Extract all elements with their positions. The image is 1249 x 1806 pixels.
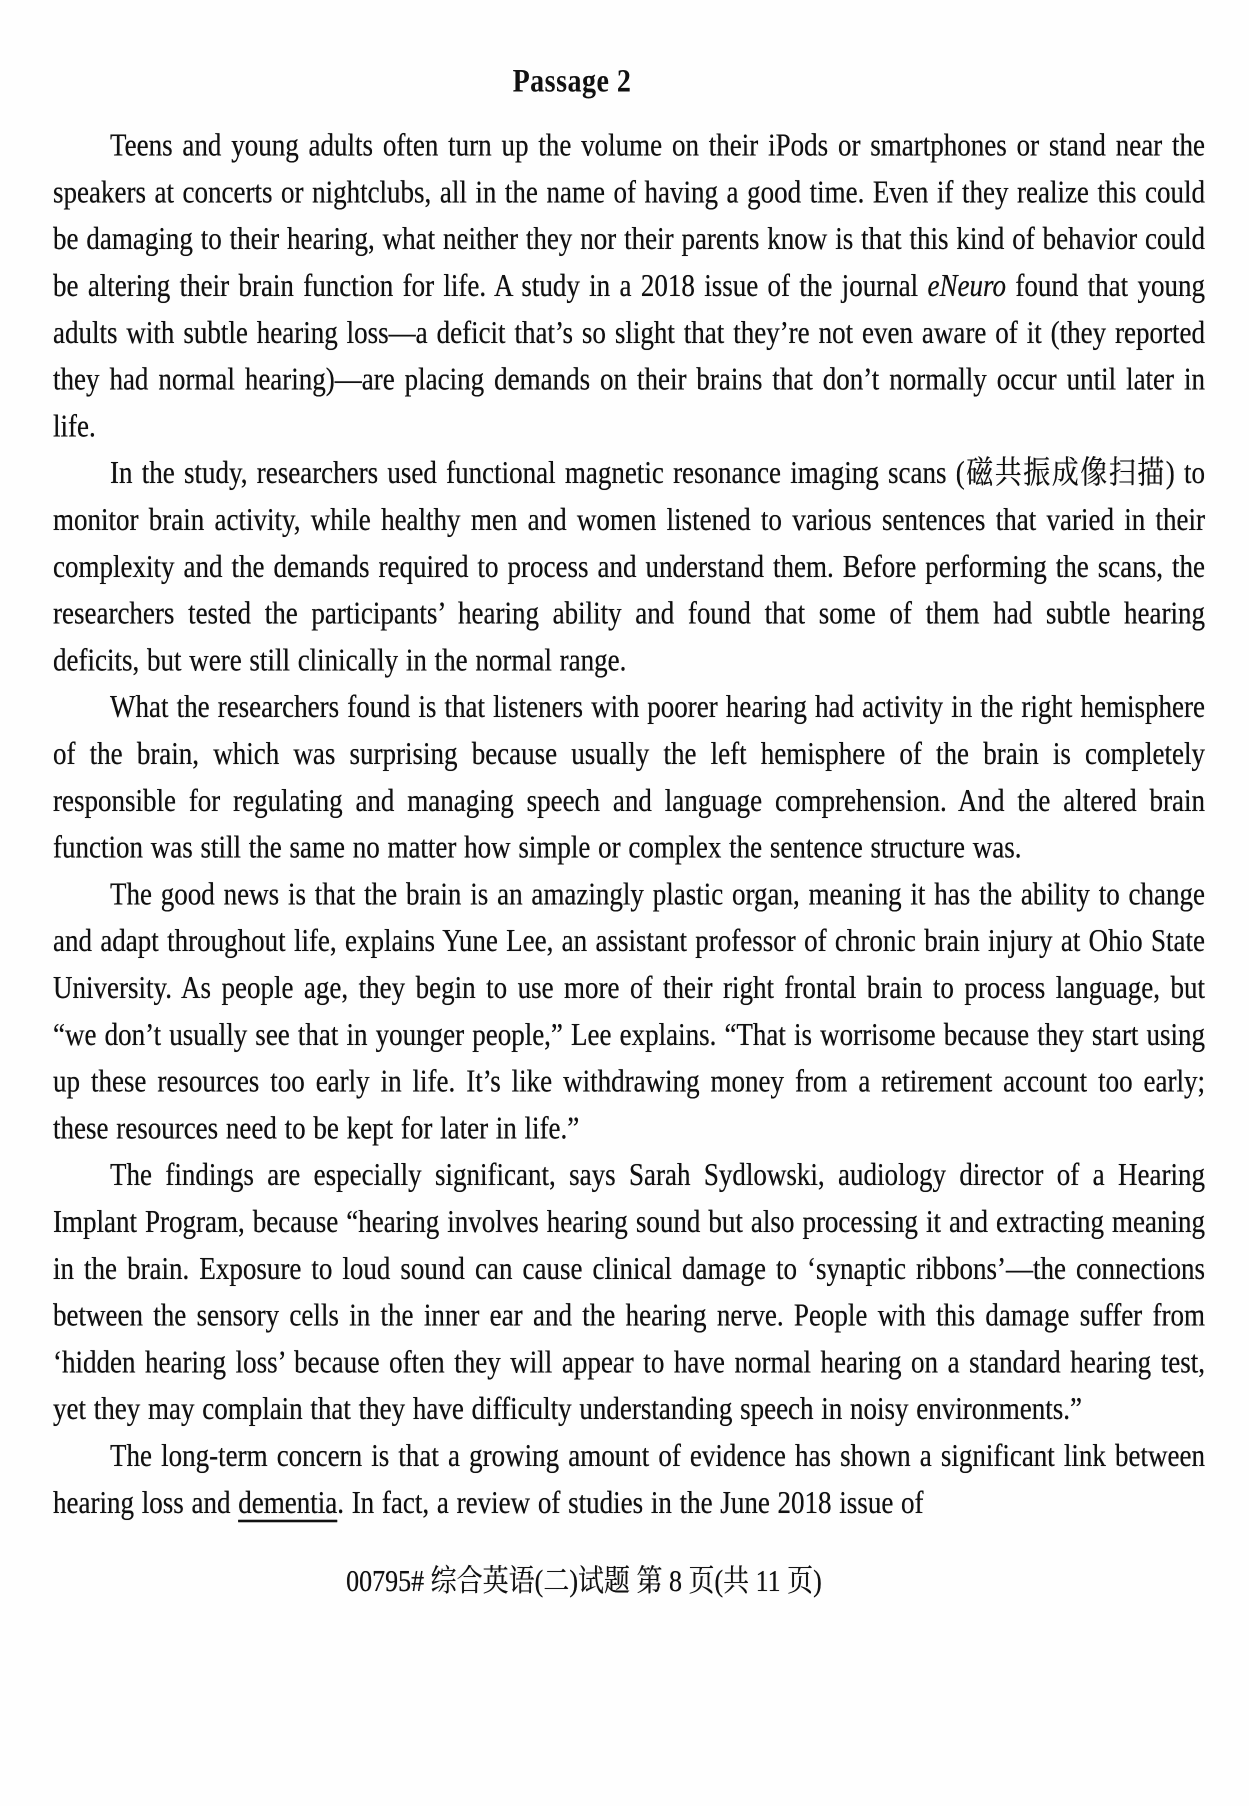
text-run: found that young adults with subtle hearing loss—a deficit that’s so slight that they’re not even aware of it (they reported they had normal hearing)—are placing demands on their brains that don’t normally occur until later in life. [53,267,1205,444]
paragraph-4 [53,870,1205,1151]
paragraph-2 [53,449,1205,683]
underlined-term-dementia: dementia [238,1484,338,1520]
page-footer: 00795# 综合英语(二)试题 第 8 页(共 11 页) [346,1564,822,1599]
text-run: What the researchers found is that listeners with poorer hearing had activity in the right hemisphere of the brain, which was surprising because usually the left hemisphere of the brain is completely responsible for regulating and managing speech and language comprehension. And the altered brain function was still the same no matter how simple or complex the sentence structure was. [53,689,1205,865]
italic-journal-name: eNeuro [927,267,1006,304]
text-run: The good news is that the brain is an amazingly plastic organ, meaning it has the ability to change and adapt throughout life, explains Yune Lee, an assistant professor of chronic brain injury at Ohio State University. As people age, they begin to use more of their right frontal brain to process language, but “we don’t usually see that in younger people,” Lee explains. “That is worrisome because they start using up these resources too early in life. It’s like withdrawing money from a retirement account too early; these resources need to be kept for later in life.” [53,876,1205,1146]
text-run: The long-term concern is that a growing amount of evidence has shown a significant link between hearing loss and [53,1437,1205,1520]
text-run: . In fact, a review of studies in the June 2018 issue of [337,1484,924,1520]
paragraph-5 [53,1151,1205,1432]
text-run: Teens and young adults often turn up the volume on their iPods or smartphones or stand near the speakers at concerts or nightclubs, all in the name of having a good time. Even if they realize this could be damaging to their hearing, what neither they nor their parents know is that this kind of behavior could be altering their brain function for life. A study in a 2018 issue of the journal [53,127,1205,304]
passage-title: Passage 2 [512,63,632,100]
paragraph-3 [53,683,1205,870]
text-run: In the study, researchers used functional magnetic resonance imaging scans (磁共振成像扫描) to monitor brain activity, while healthy men and women listened to various sentences that varied in their complexity and the demands required to process and understand them. Before performing the scans, the researchers tested the participants’ hearing ability and found that some of them had subtle hearing deficits, but were still clinically in the normal range. [53,455,1205,678]
paragraph-1 [53,122,1205,450]
paragraph-6 [53,1432,1205,1526]
text-run: The findings are especially significant, says Sarah Sydlowski, audiology director of a Hearing Implant Program, because “hearing involves hearing sound but also processing it and extracting meaning in the brain. Exposure to loud sound can cause clinical damage to ‘synaptic ribbons’—the connections between the sensory cells in the inner ear and the hearing nerve. People with this damage suffer from ‘hidden hearing loss’ because often they will appear to have normal hearing on a standard hearing test, yet they may complain that they have difficulty understanding speech in noisy environments.” [53,1157,1205,1427]
